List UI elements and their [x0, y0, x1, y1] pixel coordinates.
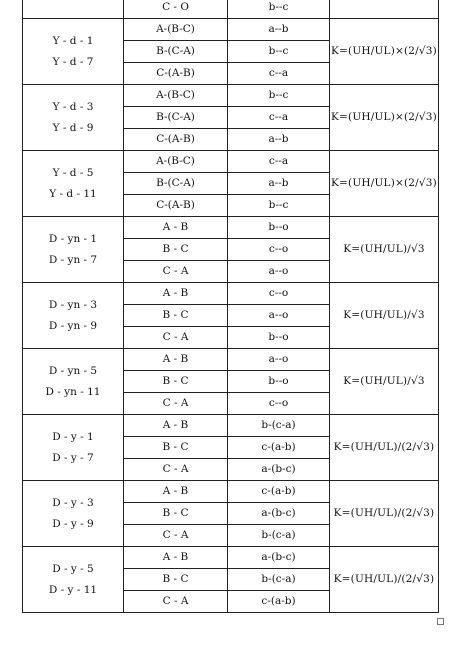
phase-cell: C-(A-B) — [124, 129, 228, 151]
table-row — [23, 547, 439, 569]
terminal-cell: b--c — [228, 41, 330, 63]
terminal-cell: c--a — [228, 151, 330, 173]
ratio-formula-cell: K=(UH/UL)/(2/√3) — [330, 481, 439, 547]
connection-group-name: D - yn - 9 — [48, 319, 98, 332]
connection-group-cell — [23, 349, 124, 415]
connection-group-name: D - y - 5 — [52, 562, 94, 575]
connection-group-name: D - yn - 3 — [48, 298, 98, 311]
terminal-cell: a--o — [228, 349, 330, 371]
ratio-formula-cell: K=(UH/UL)×(2/√3) — [330, 19, 439, 85]
terminal-cell: c-(a-b) — [228, 437, 330, 459]
terminal-cell: c--a — [228, 107, 330, 129]
phase-cell: B - C — [124, 305, 228, 327]
phase-cell: A - B — [124, 481, 228, 503]
terminal-cell: a--o — [228, 261, 330, 283]
table-row — [23, 19, 439, 41]
connection-group-name: D - yn - 7 — [48, 253, 98, 266]
terminal-cell: b--o — [228, 217, 330, 239]
terminal-cell: c--o — [228, 283, 330, 305]
phase-cell: C - A — [124, 459, 228, 481]
connection-group-name: Y - d - 7 — [52, 55, 94, 68]
terminal-cell: b--o — [228, 327, 330, 349]
table-row — [23, 415, 439, 437]
connection-group-cell — [23, 283, 124, 349]
table-row — [23, 217, 439, 239]
page-corner-mark — [437, 618, 444, 625]
phase-cell: A - B — [124, 349, 228, 371]
phase-cell: B - C — [124, 503, 228, 525]
connection-group-name: Y - d - 3 — [52, 100, 94, 113]
connection-group-cell — [23, 481, 124, 547]
terminal-cell: c-(a-b) — [228, 591, 330, 613]
connection-group-cell — [23, 85, 124, 151]
connection-group-name: Y - d - 11 — [49, 187, 97, 200]
terminal-cell: c--a — [228, 63, 330, 85]
phase-cell: A - B — [124, 283, 228, 305]
connection-group-name: D - y - 1 — [52, 430, 94, 443]
connection-group-name: D - y - 9 — [52, 517, 94, 530]
phase-cell: A-(B-C) — [124, 85, 228, 107]
table-row — [23, 349, 439, 371]
terminal-cell: b-(c-a) — [228, 569, 330, 591]
phase-cell: A-(B-C) — [124, 19, 228, 41]
connection-group-name: D - y - 7 — [52, 451, 94, 464]
terminal-cell: b--c — [228, 195, 330, 217]
connection-group-name: D - yn - 11 — [45, 385, 101, 398]
phase-cell: C - A — [124, 525, 228, 547]
terminal-cell: b-(c-a) — [228, 525, 330, 547]
ratio-formula-cell: K=(UH/UL)/(2/√3) — [330, 415, 439, 481]
terminal-cell: c-(a-b) — [228, 481, 330, 503]
table-row — [23, 481, 439, 503]
connection-group-cell — [23, 415, 124, 481]
table-row — [23, 85, 439, 107]
phase-cell: C-(A-B) — [124, 195, 228, 217]
ratio-formula-cell: K=(UH/UL)/√3 — [330, 217, 439, 283]
terminal-cell: a--o — [228, 305, 330, 327]
phase-cell: B-(C-A) — [124, 107, 228, 129]
terminal-cell: c--o — [228, 239, 330, 261]
connection-group-name: D - y - 3 — [52, 496, 94, 509]
terminal-cell: b--c — [228, 85, 330, 107]
connection-group-cell — [23, 151, 124, 217]
terminal-cell: a-(b-c) — [228, 547, 330, 569]
phase-cell: B - C — [124, 569, 228, 591]
phase-cell: A - B — [124, 217, 228, 239]
terminal-cell: b--o — [228, 371, 330, 393]
terminal-cell: c--o — [228, 393, 330, 415]
phase-cell: B - C — [124, 437, 228, 459]
connection-group-cell — [23, 19, 124, 85]
terminal-cell: a-(b-c) — [228, 459, 330, 481]
phase-cell: A - B — [124, 415, 228, 437]
connection-group-cell — [23, 217, 124, 283]
phase-cell: C - A — [124, 261, 228, 283]
terminal-cell: a--b — [228, 129, 330, 151]
terminal-cell: a--b — [228, 19, 330, 41]
phase-cell: C - A — [124, 591, 228, 613]
table-row — [23, 0, 439, 19]
wiring-group-table — [22, 0, 439, 613]
phase-cell: C - A — [124, 327, 228, 349]
ratio-formula-cell: K=(UH/UL)/(2/√3) — [330, 547, 439, 613]
phase-cell: B - C — [124, 371, 228, 393]
connection-group-name: D - yn - 1 — [48, 232, 98, 245]
ratio-formula-cell: K=(UH/UL)×(2/√3) — [330, 85, 439, 151]
phase-cell: A - B — [124, 547, 228, 569]
connection-group-name: Y - d - 9 — [52, 121, 94, 134]
terminal-cell: b--c — [228, 0, 330, 19]
table-row — [23, 283, 439, 305]
group-cell — [23, 0, 124, 19]
formula-cell — [330, 0, 439, 19]
phase-cell: B-(C-A) — [124, 173, 228, 195]
ratio-formula-cell: K=(UH/UL)/√3 — [330, 283, 439, 349]
phase-cell: B - C — [124, 239, 228, 261]
ratio-formula-cell: K=(UH/UL)×(2/√3) — [330, 151, 439, 217]
connection-group-cell — [23, 547, 124, 613]
phase-cell: C - O — [124, 0, 228, 19]
connection-group-name: D - y - 11 — [48, 583, 98, 596]
terminal-cell: a--b — [228, 173, 330, 195]
phase-cell: A-(B-C) — [124, 151, 228, 173]
terminal-cell: b-(c-a) — [228, 415, 330, 437]
phase-cell: C - A — [124, 393, 228, 415]
terminal-cell: a-(b-c) — [228, 503, 330, 525]
connection-group-name: Y - d - 1 — [52, 34, 94, 47]
ratio-formula-cell: K=(UH/UL)/√3 — [330, 349, 439, 415]
phase-cell: C-(A-B) — [124, 63, 228, 85]
table-row — [23, 151, 439, 173]
phase-cell: B-(C-A) — [124, 41, 228, 63]
connection-group-name: D - yn - 5 — [48, 364, 98, 377]
connection-group-name: Y - d - 5 — [52, 166, 94, 179]
